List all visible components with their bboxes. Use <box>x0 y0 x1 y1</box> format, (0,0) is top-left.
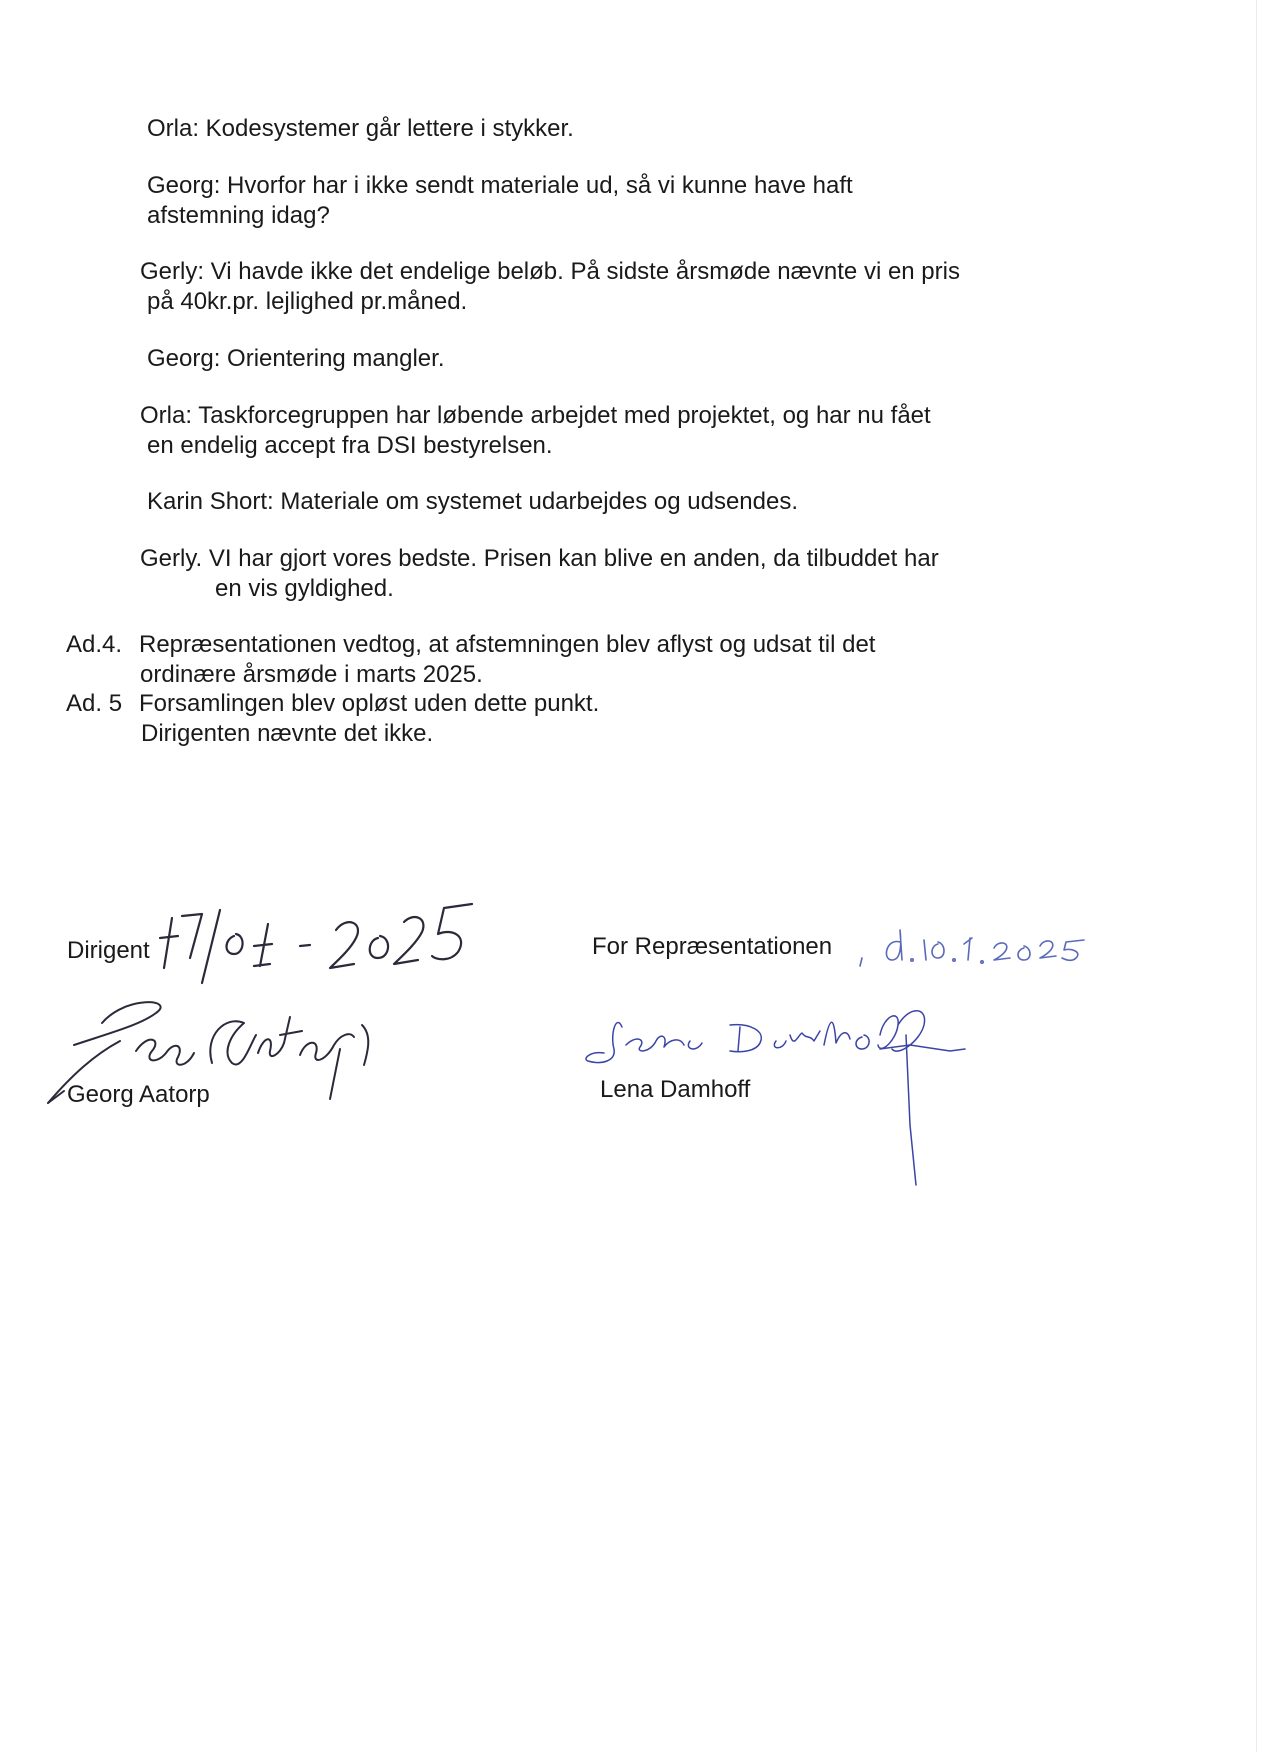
scan-edge <box>1256 0 1257 1752</box>
entry-text-line: Gerly: Vi havde ikke det endelige beløb. På sidste årsmøde nævnte vi en pris <box>140 258 960 285</box>
entry-text-line: Karin Short: Materiale om systemet udarbejdes og udsendes. <box>147 488 799 515</box>
entry-text-line: Georg: Hvorfor har i ikke sendt materiale ud, så vi kunne have haft <box>147 172 853 199</box>
agenda-item-text-line: Repræsentationen vedtog, at afstemningen blev aflyst og udsat til det <box>139 631 876 658</box>
entry-text-line: afstemning idag? <box>147 202 330 229</box>
entry-text-line: Orla: Kodesystemer går lettere i stykker. <box>147 115 574 142</box>
role-label-representation: For Repræsentationen <box>592 933 833 960</box>
handwritten-date-representation <box>858 920 1098 980</box>
agenda-item-label: Ad.4. <box>66 631 123 658</box>
entry-text-line: Georg: Orientering mangler. <box>147 345 445 372</box>
agenda-item-text-line: Dirigenten nævnte det ikke. <box>141 720 434 747</box>
entry-text-line: en vis gyldighed. <box>215 575 394 602</box>
entry-text-line: Orla: Taskforcegruppen har løbende arbejdet med projektet, og har nu fået <box>140 402 931 429</box>
agenda-item-text-line: Forsamlingen blev opløst uden dette punkt. <box>139 690 600 717</box>
entry-text-line: på 40kr.pr. lejlighed pr.måned. <box>147 288 468 315</box>
entry-text-line: Gerly. VI har gjort vores bedste. Prisen kan blive en anden, da tilbuddet har <box>140 545 939 572</box>
entry-text-line: en endelig accept fra DSI bestyrelsen. <box>147 432 553 459</box>
role-label-dirigent: Dirigent <box>67 937 150 964</box>
signatory-name-lena: Lena Damhoff <box>600 1076 751 1103</box>
handwritten-date-dirigent <box>150 888 510 988</box>
signatory-name-georg: Georg Aatorp <box>67 1081 210 1108</box>
agenda-item-text-line: ordinære årsmøde i marts 2025. <box>140 661 483 688</box>
agenda-item-label: Ad. 5 <box>66 690 123 717</box>
